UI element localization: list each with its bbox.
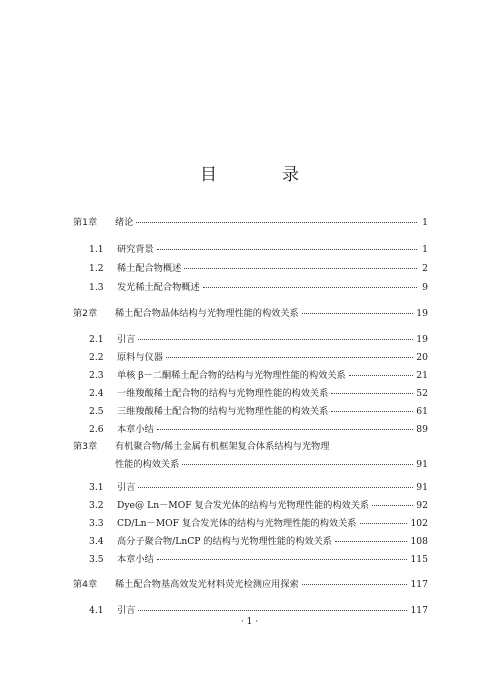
- toc-entry-section-3-5[interactable]: [89, 551, 428, 565]
- entry-number: 2.3: [89, 370, 104, 381]
- toc-entry-section-3-2[interactable]: [89, 497, 428, 511]
- toc-entry-section-2-6[interactable]: [89, 421, 428, 435]
- dot-leader: [360, 522, 408, 524]
- entry-number: 第4章: [73, 579, 98, 590]
- entry-title: 高分子聚合物/LnCP 的结构与光物理性能的构效关系: [117, 536, 332, 547]
- entry-page: 117: [410, 605, 428, 616]
- entry-page: 20: [416, 352, 428, 363]
- entry-page: 61: [416, 406, 428, 417]
- toc-entry-section-2-4[interactable]: [89, 385, 428, 399]
- toc-entry-chapter-1[interactable]: [73, 214, 428, 228]
- entry-number: 1.2: [89, 263, 104, 274]
- entry-page: 21: [416, 370, 428, 381]
- entry-title: 本章小结: [117, 554, 154, 565]
- entry-number: 2.4: [89, 388, 104, 399]
- entry-page: 108: [410, 536, 428, 547]
- entry-number: 2.2: [89, 352, 104, 363]
- entry-number: 3.5: [89, 554, 104, 565]
- entry-number: 2.5: [89, 406, 104, 417]
- dot-leader: [331, 392, 413, 394]
- dot-leader: [203, 286, 417, 288]
- entry-page: 19: [416, 334, 428, 345]
- entry-page: 117: [410, 579, 428, 590]
- entry-title: 原料与仪器: [117, 352, 163, 363]
- dot-leader: [302, 583, 408, 585]
- dot-leader: [349, 374, 414, 376]
- entry-number: 4.1: [89, 605, 104, 616]
- entry-title: 绪论: [115, 217, 134, 228]
- entry-page: 92: [416, 500, 428, 511]
- dot-leader: [372, 504, 413, 506]
- toc-entry-chapter-2[interactable]: [73, 305, 428, 319]
- entry-title: 单核 β－二酮稀土配合物的结构与光物理性能的构效关系: [117, 370, 346, 381]
- dot-leader: [157, 248, 417, 250]
- dot-leader: [138, 486, 413, 488]
- entry-title: Dye@ Ln－MOF 复合发光体的结构与光物理性能的构效关系: [117, 500, 370, 511]
- dot-leader: [302, 312, 414, 314]
- entry-number: 3.1: [89, 482, 104, 493]
- entry-title: 引言: [117, 334, 136, 345]
- entry-page: 1: [422, 217, 428, 228]
- entry-number: 第2章: [73, 308, 98, 319]
- dot-leader: [157, 428, 414, 430]
- dot-leader: [138, 338, 413, 340]
- dot-leader: [335, 540, 407, 542]
- dot-leader: [331, 410, 413, 412]
- page-title: 目 录: [200, 165, 323, 185]
- entry-number: 3.3: [89, 518, 104, 529]
- entry-number: 1.1: [89, 244, 104, 255]
- toc-entry-chapter-3[interactable]: [73, 438, 428, 452]
- dot-leader: [138, 609, 407, 611]
- entry-title: 本章小结: [117, 424, 154, 435]
- toc-entry-section-1-1[interactable]: [89, 241, 428, 255]
- entry-title: 三维羧酸稀土配合物的结构与光物理性能的构效关系: [117, 406, 329, 417]
- entry-page: 89: [416, 424, 428, 435]
- toc-entry-section-2-2[interactable]: [89, 349, 428, 363]
- dot-leader: [136, 221, 417, 223]
- toc-entry-section-1-2[interactable]: [89, 260, 428, 274]
- toc-entry-section-3-3[interactable]: [89, 515, 428, 529]
- toc-entry-chapter-3-continued[interactable]: [115, 456, 428, 470]
- toc-entry-section-1-3[interactable]: [89, 279, 428, 293]
- entry-number: 第3章: [73, 441, 98, 452]
- entry-title: 性能的构效关系: [115, 459, 180, 470]
- page-number: · 1 ·: [240, 617, 259, 627]
- entry-title: 引言: [117, 605, 136, 616]
- entry-page: 1: [422, 244, 428, 255]
- entry-number: 2.6: [89, 424, 104, 435]
- toc-entry-section-2-3[interactable]: [89, 367, 428, 381]
- entry-page: 9: [422, 282, 428, 293]
- entry-number: 3.2: [89, 500, 104, 511]
- entry-page: 102: [410, 518, 428, 529]
- entry-title: 引言: [117, 482, 136, 493]
- entry-title: 发光稀土配合物概述: [117, 282, 200, 293]
- entry-title: 有机聚合物/稀土金属有机框架复合体系结构与光物理: [115, 441, 330, 452]
- entry-title: CD/Ln－MOF 复合发光体的结构与光物理性能的构效关系: [117, 518, 357, 529]
- toc-entry-chapter-4[interactable]: [73, 576, 428, 590]
- entry-page: 91: [416, 459, 428, 470]
- toc-entry-section-2-5[interactable]: [89, 403, 428, 417]
- entry-number: 第1章: [73, 217, 98, 228]
- toc-entry-section-3-4[interactable]: [89, 533, 428, 547]
- entry-title: 稀土配合物概述: [117, 263, 182, 274]
- entry-number: 2.1: [89, 334, 104, 345]
- entry-title: 稀土配合物基高效发光材料荧光检测应用探索: [115, 579, 299, 590]
- dot-leader: [157, 558, 408, 560]
- toc-entry-section-4-1[interactable]: [89, 602, 428, 616]
- dot-leader: [182, 463, 413, 465]
- entry-page: 52: [416, 388, 428, 399]
- entry-page: 91: [416, 482, 428, 493]
- toc-entry-section-2-1[interactable]: [89, 331, 428, 345]
- entry-title: 一维羧酸稀土配合物的结构与光物理性能的构效关系: [117, 388, 329, 399]
- entry-number: 3.4: [89, 536, 104, 547]
- dot-leader: [184, 267, 417, 269]
- toc-entry-section-3-1[interactable]: [89, 479, 428, 493]
- entry-page: 2: [422, 263, 428, 274]
- entry-title: 稀土配合物晶体结构与光物理性能的构效关系: [115, 308, 299, 319]
- entry-number: 1.3: [89, 282, 104, 293]
- entry-title: 研究背景: [117, 244, 154, 255]
- entry-page: 19: [416, 308, 428, 319]
- entry-page: 115: [410, 554, 428, 565]
- dot-leader: [166, 356, 413, 358]
